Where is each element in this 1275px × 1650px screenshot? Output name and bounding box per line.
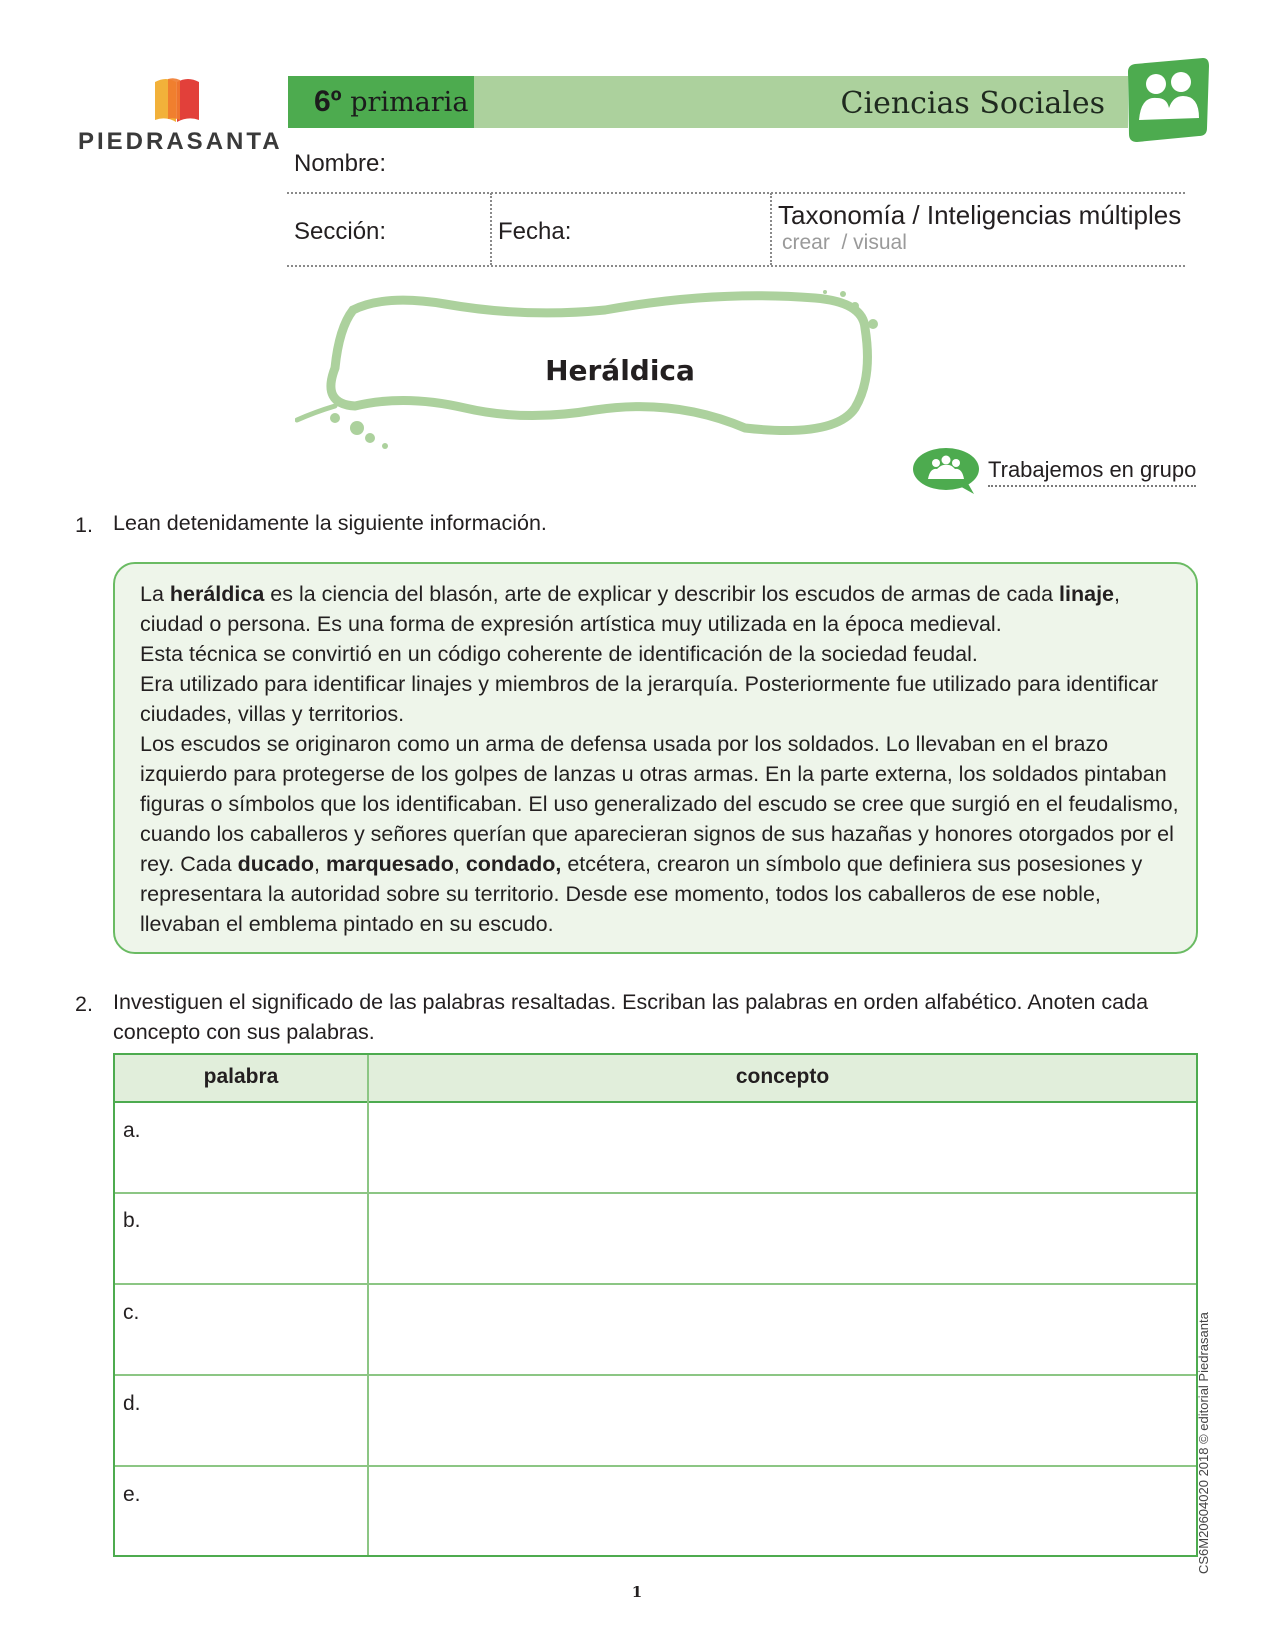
divider xyxy=(770,193,772,265)
divider xyxy=(490,193,492,265)
row-label: e. xyxy=(123,1483,141,1506)
row-label: c. xyxy=(123,1301,140,1324)
page-number: 1 xyxy=(631,1583,643,1601)
table-row xyxy=(115,1374,1196,1376)
table-row xyxy=(115,1465,1196,1467)
page-title: Heráldica xyxy=(545,354,695,387)
column-divider xyxy=(367,1055,369,1555)
group-badge-icon xyxy=(1127,58,1209,142)
nombre-label: Nombre: xyxy=(294,150,387,177)
info-paragraph: Esta técnica se convirtió en un código coherente de identificación de la sociedad feudal. xyxy=(140,642,978,666)
taxonomy-label: Taxonomía / Inteligencias múltiples xyxy=(778,200,1182,230)
answer-table xyxy=(113,1053,1198,1557)
divider xyxy=(287,265,1185,267)
subject-title: Ciencias Sociales xyxy=(840,86,1105,121)
fecha-label: Fecha: xyxy=(498,218,572,245)
question-text: Investiguen el significado de las palabras resaltadas. Escriban las palabras en orden alfabético. Anoten cada concepto con sus palabras. xyxy=(113,990,1149,1044)
grade-label: 6º primaria xyxy=(288,76,474,128)
row-label: d. xyxy=(123,1392,141,1415)
book-logo-icon xyxy=(152,76,202,124)
table-row xyxy=(115,1283,1196,1285)
column-header: concepto xyxy=(735,1065,830,1088)
info-text xyxy=(140,579,1180,939)
taxonomy-sublabel: crear / visual xyxy=(782,231,907,254)
row-label: a. xyxy=(123,1119,141,1142)
question-number: 1. xyxy=(75,513,93,537)
question-text: Lean detenidamente la siguiente información. xyxy=(113,511,547,535)
info-paragraph: Los escudos se originaron como un arma de defensa usada por los soldados. Lo llevaban en el brazo izquierdo para protegerse de los golpes de lanzas u otras armas. En la parte externa, los soldados pintaban figuras o símbolos que los identificaban. El uso generalizado del escudo se cree que surgió en el feudalismo, cuando los caballeros y señores querían que aparecieran signos de sus hazañas y honores otorgados por el rey. Cada ducado, marquesado, condado, etcétera, crearon un símbolo que definiera sus posesiones y representara la autoridad sobre su territorio. Desde ese momento, todos los caballeros de ese noble, llevaban el emblema pintado en su escudo. xyxy=(140,732,1179,936)
info-paragraph: Era utilizado para identificar linajes y miembros de la jerarquía. Posteriormente fue utilizado para identificar ciudades, villas y territorios. xyxy=(140,672,1159,726)
divider xyxy=(287,192,1185,194)
publisher-logo xyxy=(78,76,283,156)
row-label: b. xyxy=(123,1209,141,1232)
group-work-label: Trabajemos en grupo xyxy=(988,457,1196,487)
document-code: CS6M20604020 2018 © editorial Piedrasanta xyxy=(1196,1312,1211,1574)
team-chat-icon xyxy=(912,446,984,496)
seccion-label: Sección: xyxy=(294,218,387,245)
info-paragraph: La heráldica es la ciencia del blasón, arte de explicar y describir los escudos de armas de cada linaje, ciudad o persona. Es una forma de expresión artística muy utilizada en la época medieval. xyxy=(140,582,1120,636)
column-header: palabra xyxy=(203,1065,279,1088)
question-number: 2. xyxy=(75,992,93,1016)
publisher-name: PIEDRASANTA xyxy=(78,128,283,155)
table-row xyxy=(115,1192,1196,1194)
